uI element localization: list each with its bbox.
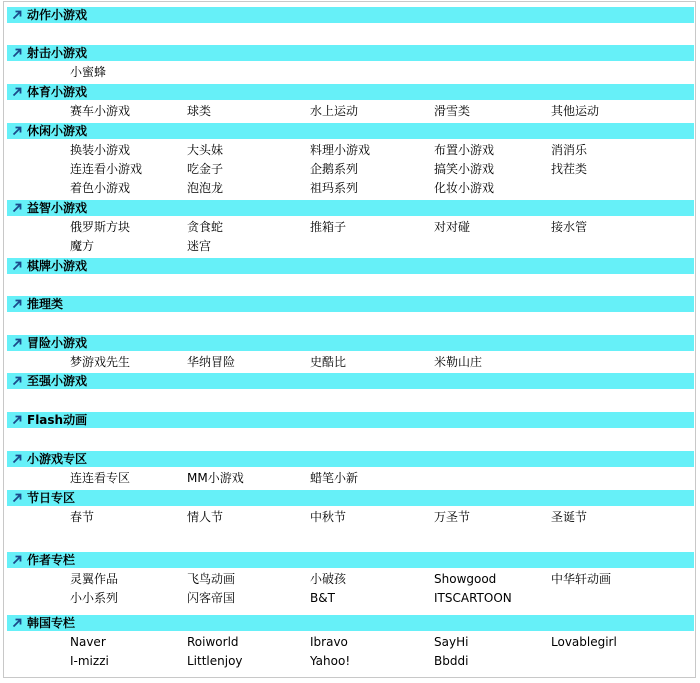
category-link[interactable]: B&T: [310, 591, 335, 605]
section-header[interactable]: [7, 258, 694, 274]
category-link[interactable]: 魔方: [70, 239, 95, 253]
arrow-up-right-icon: [7, 45, 27, 61]
category-link[interactable]: 灵翼作品: [70, 572, 119, 586]
arrow-up-right-icon: [7, 84, 27, 100]
section-header[interactable]: [7, 335, 694, 351]
category-link[interactable]: 接水管: [551, 220, 588, 234]
section-title: 至强小游戏: [27, 374, 88, 388]
arrow-up-right-icon: [7, 258, 27, 274]
category-link[interactable]: Naver: [70, 635, 106, 649]
category-link[interactable]: 中华轩动画: [551, 572, 612, 586]
category-link[interactable]: 企鹅系列: [310, 162, 359, 176]
section-title: 棋牌小游戏: [27, 259, 88, 273]
section-title: 节日专区: [27, 491, 76, 505]
section-header[interactable]: [7, 412, 694, 428]
category-link[interactable]: 找茬类: [551, 162, 588, 176]
section-title: 动作小游戏: [27, 8, 88, 22]
game-category-panel: [3, 1, 696, 678]
category-link[interactable]: 祖玛系列: [310, 181, 359, 195]
category-link[interactable]: 情人节: [187, 510, 224, 524]
category-link[interactable]: 迷宫: [187, 239, 212, 253]
section-header[interactable]: [7, 615, 694, 631]
category-link[interactable]: 飞鸟动画: [187, 572, 236, 586]
arrow-up-right-icon: [7, 412, 27, 428]
category-link[interactable]: 万圣节: [434, 510, 471, 524]
arrow-up-right-icon: [7, 451, 27, 467]
category-link[interactable]: 球类: [187, 104, 212, 118]
category-link[interactable]: Yahoo!: [310, 654, 351, 668]
section-header[interactable]: [7, 84, 694, 100]
section-header[interactable]: [7, 7, 694, 23]
section-title: 体育小游戏: [27, 85, 88, 99]
category-link[interactable]: SayHi: [434, 635, 469, 649]
category-link[interactable]: ITSCARTOON: [434, 591, 512, 605]
category-link[interactable]: 中秋节: [310, 510, 347, 524]
arrow-up-right-icon: [7, 296, 27, 312]
category-link[interactable]: 着色小游戏: [70, 181, 131, 195]
section-title: 休闲小游戏: [27, 124, 88, 138]
arrow-up-right-icon: [7, 615, 27, 631]
category-link[interactable]: Ibravo: [310, 635, 348, 649]
section-header[interactable]: [7, 373, 694, 389]
section-header[interactable]: [7, 451, 694, 467]
category-link[interactable]: 小破孩: [310, 572, 347, 586]
section-header[interactable]: [7, 45, 694, 61]
category-link[interactable]: 连连看专区: [70, 471, 131, 485]
arrow-up-right-icon: [7, 7, 27, 23]
category-link[interactable]: 水上运动: [310, 104, 359, 118]
category-link[interactable]: 其他运动: [551, 104, 600, 118]
category-link[interactable]: 梦游戏先生: [70, 355, 131, 369]
category-link[interactable]: 换装小游戏: [70, 143, 131, 157]
arrow-up-right-icon: [7, 335, 27, 351]
category-link[interactable]: Littlenjoy: [187, 654, 243, 668]
category-link[interactable]: 吃金子: [187, 162, 224, 176]
category-link[interactable]: Bbddi: [434, 654, 469, 668]
category-link[interactable]: 消消乐: [551, 143, 588, 157]
category-link[interactable]: 对对碰: [434, 220, 471, 234]
category-link[interactable]: Lovablegirl: [551, 635, 617, 649]
section-title: 推理类: [27, 297, 64, 311]
category-link[interactable]: 化妆小游戏: [434, 181, 495, 195]
category-link[interactable]: 华纳冒险: [187, 355, 236, 369]
category-link[interactable]: 史酷比: [310, 355, 347, 369]
section-header[interactable]: [7, 123, 694, 139]
category-link[interactable]: 米勒山庄: [434, 355, 483, 369]
section-title: 冒险小游戏: [27, 336, 88, 350]
section-header[interactable]: [7, 296, 694, 312]
section-title: Flash动画: [27, 413, 88, 427]
category-link[interactable]: 贪食蛇: [187, 220, 224, 234]
category-link[interactable]: 滑雪类: [434, 104, 471, 118]
category-link[interactable]: 连连看小游戏: [70, 162, 143, 176]
category-link[interactable]: 料理小游戏: [310, 143, 371, 157]
arrow-up-right-icon: [7, 490, 27, 506]
arrow-up-right-icon: [7, 200, 27, 216]
category-link[interactable]: Roiworld: [187, 635, 239, 649]
section-title: 小游戏专区: [27, 452, 88, 466]
category-link[interactable]: 搞笑小游戏: [434, 162, 495, 176]
arrow-up-right-icon: [7, 123, 27, 139]
arrow-up-right-icon: [7, 552, 27, 568]
category-link[interactable]: 闪客帝国: [187, 591, 236, 605]
category-link[interactable]: 小小系列: [70, 591, 119, 605]
category-link[interactable]: I-mizzi: [70, 654, 109, 668]
category-link[interactable]: 大头妹: [187, 143, 224, 157]
category-link[interactable]: MM小游戏: [187, 471, 244, 485]
category-link[interactable]: 泡泡龙: [187, 181, 224, 195]
category-link[interactable]: 赛车小游戏: [70, 104, 131, 118]
section-header[interactable]: [7, 200, 694, 216]
category-link[interactable]: 推箱子: [310, 220, 347, 234]
category-link[interactable]: 春节: [70, 510, 95, 524]
section-title: 韩国专栏: [27, 616, 76, 630]
section-header[interactable]: [7, 490, 694, 506]
category-link[interactable]: 俄罗斯方块: [70, 220, 131, 234]
category-link[interactable]: Showgood: [434, 572, 497, 586]
section-title: 射击小游戏: [27, 46, 88, 60]
arrow-up-right-icon: [7, 373, 27, 389]
category-link[interactable]: 蜡笔小新: [310, 471, 359, 485]
section-title: 作者专栏: [27, 553, 76, 567]
category-link[interactable]: 布置小游戏: [434, 143, 495, 157]
section-title: 益智小游戏: [27, 201, 88, 215]
category-link[interactable]: 小蜜蜂: [70, 65, 107, 79]
section-header[interactable]: [7, 552, 694, 568]
category-link[interactable]: 圣诞节: [551, 510, 588, 524]
